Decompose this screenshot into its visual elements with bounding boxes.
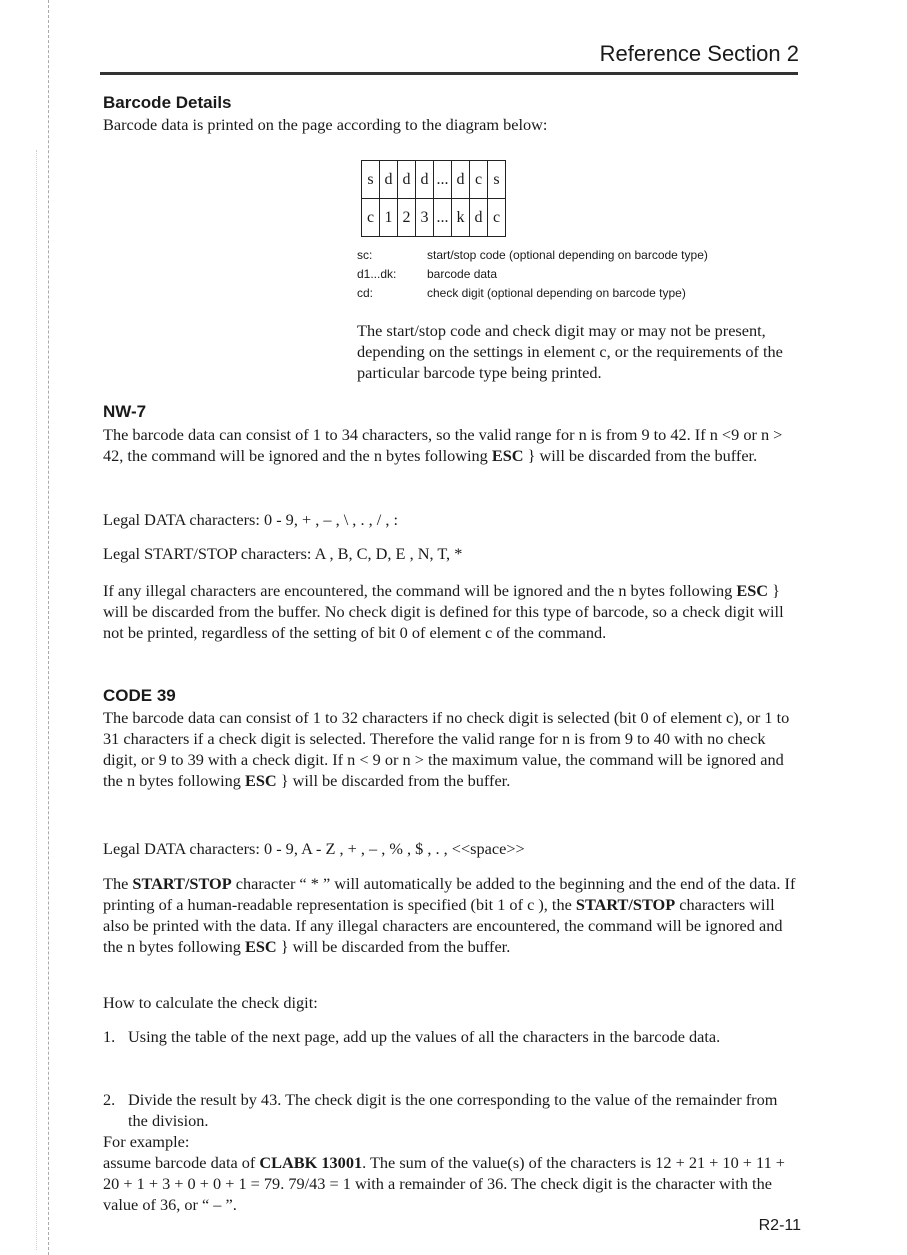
- step-1: 1. Using the table of the next page, add up the values of all the characters in the barcode data.: [103, 1027, 721, 1046]
- nw7-legal-startstop: Legal START/STOP characters: A , B, C, D, E , N, T, *: [103, 544, 463, 563]
- scan-edge: [48, 0, 51, 1255]
- how-to-label: How to calculate the check digit:: [103, 993, 318, 1012]
- diagram-cell: 3: [416, 199, 434, 237]
- code39-legal-data: Legal DATA characters: 0 - 9, A - Z , + , – , % , $ , . , <<space>>: [103, 839, 525, 858]
- diagram-cell: 1: [380, 199, 398, 237]
- diagram-cell: d: [452, 161, 470, 199]
- diagram-cell: c: [470, 161, 488, 199]
- scan-edge: [36, 150, 38, 1250]
- diagram-cell: s: [488, 161, 506, 199]
- page-number: R2-11: [758, 1217, 801, 1234]
- code39-startstop-paragraph: The START/STOP character “ * ” will automatically be added to the beginning and the end of the data. If printing of a human-readable representation is specified (bit 1 of c ), the START/STOP characters will also be printed with the data. If any illegal characters are encountered, the command will be ignored and the n bytes following ESC } will be discarded from the buffer.: [103, 874, 796, 956]
- diagram-cell: s: [362, 161, 380, 199]
- legend-item: d1...dk: barcode data: [357, 267, 498, 281]
- example-paragraph: assume barcode data of CLABK 13001. The sum of the value(s) of the characters is 12 + 21 + 10 + 11 + 20 + 1 + 3 + 0 + 0 + 1 = 79. 79/43 = 1 with a remainder of 36. The check digit is the character with the value of 36, or “ – ”.: [103, 1153, 785, 1214]
- diagram-cell: ...: [434, 199, 452, 237]
- intro-text: Barcode data is printed on the page according to the diagram below:: [103, 115, 548, 134]
- nw7-illegal-paragraph: If any illegal characters are encountered, the command will be ignored and the n bytes following ESC } will be discarded from the buffer. No check digit is defined for this type of barcode, so a check digit will not be printed, regardless of the setting of bit 0 of element c of the command.: [103, 581, 784, 642]
- diagram-cell: d: [380, 161, 398, 199]
- heading-code39: CODE 39: [103, 686, 176, 705]
- barcode-diagram: [361, 160, 506, 237]
- example-label: For example:: [103, 1132, 190, 1151]
- diagram-cell: 2: [398, 199, 416, 237]
- diagram-cell: d: [398, 161, 416, 199]
- heading-nw7: NW-7: [103, 402, 147, 421]
- diagram-cell: k: [452, 199, 470, 237]
- diagram-cell: d: [416, 161, 434, 199]
- code39-paragraph: The barcode data can consist of 1 to 32 characters if no check digit is selected (bit 0 of element c), or 1 to 31 characters if a check digit is selected. Therefore the valid range for n is from 9 to 40 with no check digit, or 9 to 39 with a check digit. If n < 9 or n > the maximum value, the command will be ignored and the n bytes following ESC } will be discarded from the buffer.: [103, 708, 790, 790]
- header-rule: [100, 72, 798, 75]
- note-text: The start/stop code and check digit may or may not be present, depending on the settings in element c, or the requirements of the particular barcode type being printed.: [357, 321, 783, 382]
- step-2: 2. Divide the result by 43. The check digit is the one corresponding to the value of the remainder from the division.: [103, 1090, 778, 1130]
- diagram-cell: ...: [434, 161, 452, 199]
- heading-barcode-details: Barcode Details: [103, 93, 232, 112]
- section-title: Reference Section 2: [599, 41, 799, 66]
- legend-item: sc: start/stop code (optional depending on barcode type): [357, 248, 708, 262]
- diagram-cell: c: [362, 199, 380, 237]
- nw7-paragraph: The barcode data can consist of 1 to 34 characters, so the valid range for n is from 9 to 42. If n <9 or n > 42, the command will be ignored and the n bytes following ESC } will be discarded from the buffer.: [103, 425, 783, 465]
- legend: [357, 246, 708, 303]
- legend-item: cd: check digit (optional depending on barcode type): [357, 286, 686, 300]
- nw7-legal-data: Legal DATA characters: 0 - 9, + , – , \ , . , / , :: [103, 510, 398, 529]
- diagram-cell: c: [488, 199, 506, 237]
- diagram-cell: d: [470, 199, 488, 237]
